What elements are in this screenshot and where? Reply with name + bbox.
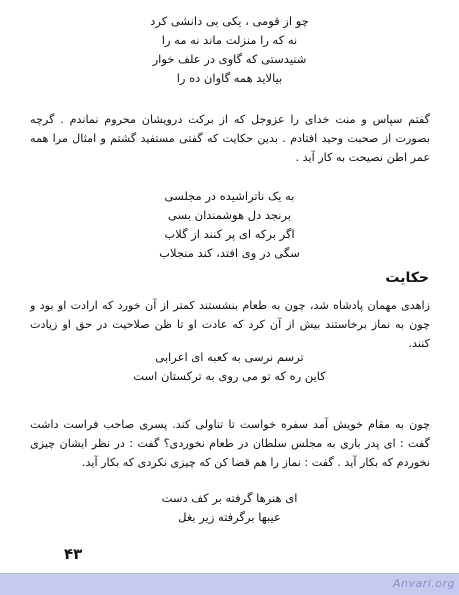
verse-line: سگی در وی افتد، کند منجلاب — [159, 246, 300, 260]
footer-bar — [0, 573, 459, 595]
verse-block-4 — [0, 489, 459, 527]
page-number: ۴۳ — [64, 545, 83, 563]
verse-block-1 — [0, 12, 459, 88]
paragraph-2: زاهدی مهمان پادشاه شد، چون به طعام بنشستند کمتر از آن خورد که ارادت او بود و چون به نماز برخاستند بیش از آن کرد که عادت او تا ظن صلاحیت در حق او زیادت کنند. — [30, 299, 430, 350]
verse-line: چو از قومی ، یکی بی دانشی کرد — [150, 14, 309, 28]
verse-line: ای هنرها گرفته بر کف دست — [161, 491, 298, 505]
verse-line: شنیدستی که گاوی در علف خوار — [152, 52, 307, 66]
verse-line: بیالاید همه گاوان ده را — [176, 71, 283, 85]
verse-line: عیبها برگرفته زیر بغل — [178, 510, 281, 524]
paragraph-1: گفتم سپاس و منت خدای را عزوجل که از برکت درویشان محروم نماندم . گرچه بصورت از صحبت وحید افتادم . بدین حکایت که گفتی مستفید گشتم و امثال مرا همه عمر اطن نصیحت به کار آید . — [30, 113, 430, 164]
watermark-logo: Anvari.org — [392, 577, 455, 590]
verse-line: ترسم نرسی به کعبه ای اعرابی — [155, 350, 304, 364]
verse-line: به یک ناتراشیده در مجلسی — [164, 189, 295, 203]
verse-line: کاین ره که تو می روی به ترکستان است — [133, 369, 326, 383]
verse-line: اگر برکه ای پر کنند از گلاب — [164, 227, 295, 241]
verse-block-3 — [0, 348, 459, 386]
section-heading: حکایت — [385, 270, 429, 286]
verse-block-2 — [0, 187, 459, 263]
verse-line: نه که را منزلت ماند نه مه را — [161, 33, 298, 47]
paragraph-3: چون به مقام خویش آمد سفره خواست تا تناولی کند. پسری صاحب فراست داشت گفت : ای پدر باری به مجلس سلطان در طعام نخوردی؟ گفت : در نظر ایشان چیزی نخوردم که بکار آید . گفت : نماز را هم قضا کن که چیزی نکردی که بکار آید. — [30, 418, 430, 469]
verse-line: برنجد دل هوشمندان بسی — [167, 208, 292, 222]
